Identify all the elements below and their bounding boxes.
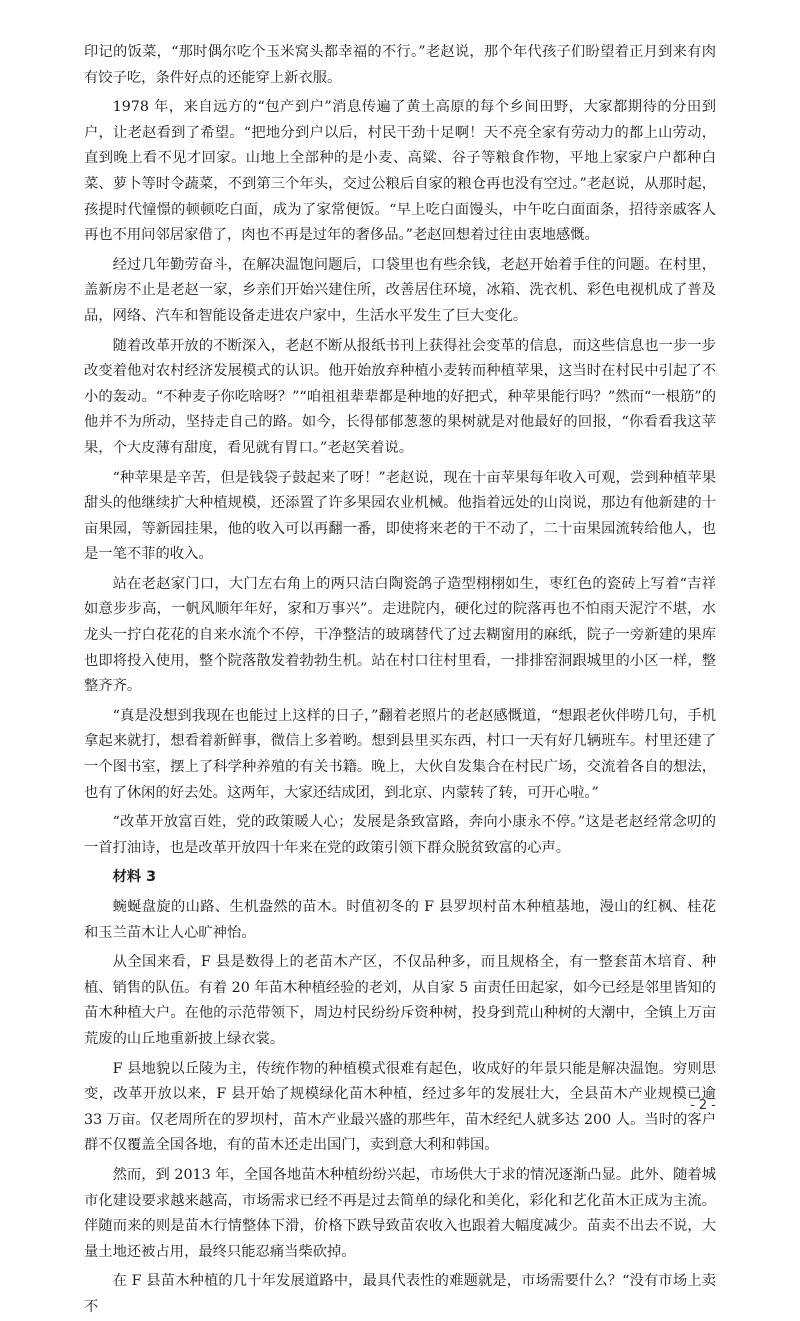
- paragraph: 1978 年，来自远方的“包产到户”消息传遍了黄土高原的每个乡间田野，大家都期待的分田到户，让老赵看到了希望。“把地分到户以后，村民干劲十足啊！天不亮全家有劳动力的都上山劳动，直到晚上看不见才回家。山地上全部种的是小麦、高粱、谷子等粮食作物，平地上家家户户都种白菜、萝卜等时令蔬菜，不到第三个年头，交过公粮后自家的粮仓再也没有空过。”老赵说，从那时起，孩提时代憧憬的顿顿吃白面，成为了家常便饭。“早上吃白面馒头，中午吃白面面条，招待亲戚客人再也不用问邻居家借了，肉也不再是过年的奢侈品。”老赵回想着过往由衷地感慨。: [84, 99, 716, 244]
- section-heading: 材料 3: [112, 869, 157, 886]
- paragraph: “种苹果是辛苦，但是钱袋子鼓起来了呀！”老赵说，现在十亩苹果每年收入可观，尝到种植苹果甜头的他继续扩大种植规模，还添置了许多果园农业机械。他指着远处的山岗说，那边有他新建的十亩果园，等新园挂果，他的收入可以再翻一番，即使将来老的干不动了，二十亩果园流转给他人，也是一笔不菲的收入。: [84, 469, 716, 563]
- paragraph: 站在老赵家门口，大门左右角上的两只洁白陶瓷鸽子造型栩栩如生，枣红色的瓷砖上写着“吉祥如意步步高，一帆风顺年年好，家和万事兴”。走进院内，硬化过的院落再也不怕雨天泥泞不堪，水龙头一拧白花花的自来水流个不停，干净整洁的玻璃替代了过去糊窗用的麻纸，院子一旁新建的果库也即将投入使用，整个院落散发着勃勃生机。站在村口往村里看，一排排窑洞跟城里的小区一样，整整齐齐。: [84, 575, 716, 695]
- paragraph: 蜿蜒盘旋的山路、生机盎然的苗木。时值初冬的 F 县罗坝村苗木种植基地，漫山的红枫、桂花和玉兰苗木让人心旷神怡。: [84, 899, 716, 941]
- paragraph: F 县地貌以丘陵为主，传统作物的种植模式很难有起色，收成好的年景只能是解决温饱。穷则思变，改革开放以来，F 县开始了规模绿化苗木种植，经过多年的发展壮大，全县苗木产业规模已逾 33 万亩。仅老周所在的罗坝村，苗木产业最兴盛的那些年，苗木经纪人就多达 200 人。当时的客户群不仅覆盖全国各地，有的苗木还走出国门，卖到意大利和韩国。: [84, 1060, 716, 1154]
- paragraph: 然而，到 2013 年，全国各地苗木种植纷纷兴起，市场供大于求的情况逐渐凸显。此外、随着城市化建设要求越来越高，市场需求已经不再是过去简单的绿化和美化，彩化和艺化苗木正成为主流。伴随而来的则是苗木行情整体下滑，价格下跌导致苗农收入也跟着大幅度减少。苗卖不出去不说，大量土地还被占用，最终只能忍痛当柴砍掉。: [84, 1166, 716, 1260]
- paragraph: “改革开放富百姓，党的政策暖人心；发展是条致富路，奔向小康永不停。”这是老赵经常念叨的一首打油诗，也是改革开放四十年来在党的政策引领下群众脱贫致富的心声。: [84, 814, 716, 856]
- paragraph: 从全国来看，F 县是数得上的老苗木产区，不仅品种多，而且规格全，有一整套苗木培育、种植、销售的队伍。有着 20 年苗木种植经验的老刘，从自家 5 亩责任田起家，如今已经是邻里皆知的苗木种植大户。在他的示范带领下，周边村民纷纷斥资种树，投身到荒山种树的大潮中，全镇上万亩荒废的山丘地重新披上绿衣裳。: [84, 954, 716, 1047]
- paragraph: 随着改革开放的不断深入，老赵不断从报纸书刊上获得社会变革的信息，而这些信息也一步一步改变着他对农村经济发展模式的认识。他开始放弃种植小麦转而种植苹果，这当时在村民中引起了不小的轰动。“不种麦子你吃啥呀？”“咱祖祖辈辈都是种地的好把式，种苹果能行吗？”然而“一根筋”的他并不为所动，坚持走自己的路。如今，长得郁郁葱葱的果树就是对他最好的回报，“你看看我这苹果，个大皮薄有甜度，看见就有胃口。”老赵笑着说。: [84, 337, 716, 456]
- paragraph: 印记的饭菜，“那时偶尔吃个玉米窝头都幸福的不行。”老赵说，那个年代孩子们盼望着正月到来有肉有饺子吃，条件好点的还能穿上新衣服。: [84, 44, 716, 86]
- page-number: - 2 -: [690, 1098, 716, 1113]
- paragraph: 在 F 县苗木种植的几十年发展道路中，最具代表性的难题就是，市场需要什么？“没有市场上卖不: [84, 1273, 716, 1315]
- paragraph: 经过几年勤劳奋斗，在解决温饱问题后，口袋里也有些余钱，老赵开始着手住的问题。在村里，盖新房不止是老赵一家，乡亲们开始兴建住所，改善居住环境，冰箱、洗衣机、彩色电视机成了普及品，网络、汽车和智能设备走进农户家中，生活水平发生了巨大变化。: [84, 256, 716, 324]
- paragraph: “真是没想到我现在也能过上这样的日子，”翻着老照片的老赵感慨道，“想跟老伙伴唠几句，手机拿起来就打，想看着新鲜事，微信上多着哟。想到县里买东西，村口一天有好几辆班车。村里还建了一个图书室，摆上了科学种养殖的有关书籍。晚上，大伙自发集合在村民广场，交流着各自的想法，也有了休闲的好去处。这两年，大家还结成团，到北京、内蒙转了转，可开心啦。”: [84, 707, 716, 801]
